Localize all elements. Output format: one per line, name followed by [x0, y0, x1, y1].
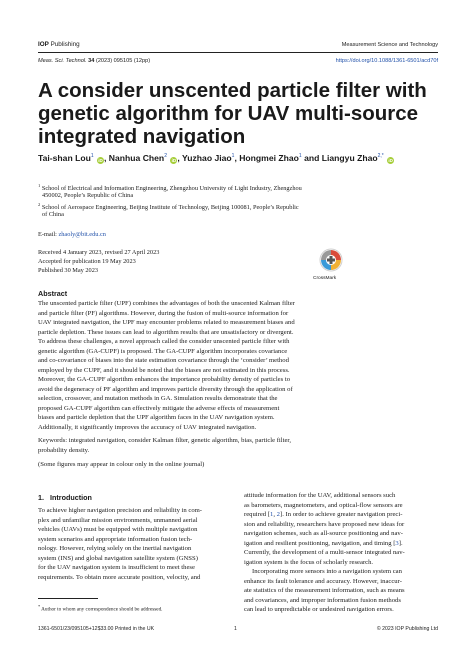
orcid-icon[interactable]: iD	[388, 158, 393, 163]
header-rule	[38, 52, 438, 53]
author-list: Tai-shan Lou$^1$ iD, Nanhua Chen$^2$ iD, Yuzhao Jiao$^1$, Hongmei Zhao$^1$ and Liangyu Zhao$^{2,*}$ iD	[38, 153, 393, 163]
abstract-body: The unscented particle filter (UPF) combines the advantages of both the unscented Kalman filter and particle filter (PF) algorithms. However, during the fusion of multi-source information for UAV integrated navigation, the UPF may encounter problems related to measurement biases and particle depletion. These issues can lead to algorithm results that are unsatisfactory or divergent. To address these challenges, a novel approach called the consider unscented particle filter with genetic algorithm (GA-CUPF) is proposed. The GA-CUPF algorithm incorporates covariance and co-covariance of biases into the state estimation covariance through the ‘consider’ method employed by the CUPF, and it should be noted that the biases are not estimated in this process. Moreover, the GA-CUPF algorithm enhances the importance probability density of particles to avoid the degeneracy of PF algorithm and improves particle diversity through the application of selection, crossover, and mutation methods in GA. Simulation results demonstrate that the proposed GA-CUPF algorithm can effectively mitigate the adverse effects of measurement biases and particle depletion that the UPF algorithm faces in the UAV navigation system. Additionally, it significantly improves the accuracy of UAV integrated navigation.	[38, 300, 295, 431]
crossmark-icon[interactable]	[318, 248, 344, 278]
footer-copyright: © 2023 IOP Publishing Ltd	[376, 626, 438, 632]
journal-name: Measurement Science and Technology	[341, 42, 438, 48]
keywords: Keywords: integrated navigation, consider Kalman filter, genetic algorithm, bias, particle filter, probability density.	[38, 437, 292, 454]
affiliation-1-cont: 450002, People’s Republic of China	[42, 192, 134, 199]
author[interactable]: Yuzhao Jiao$^1$	[181, 153, 235, 163]
affiliation-1: $^1$ School of Electrical and Information Engineering, Zhengzhou University of Light Industry, Zhengzhou	[38, 183, 302, 193]
orcid-icon[interactable]: iD	[171, 158, 177, 163]
journal-citation: Meas. Sci. Technol. 34 (2023) 095105 (12pp)	[38, 58, 151, 64]
affiliation-2-cont: of China	[42, 211, 64, 218]
crossmark-label: CrossMark	[313, 276, 337, 281]
affiliation-2: $^2$ School of Aerospace Engineering, Beijing Institute of Technology, Beijing 100081, People’s Republic	[38, 202, 299, 212]
author[interactable]: Hongmei Zhao$^1$	[239, 153, 302, 163]
citation-link[interactable]: 3	[395, 539, 399, 547]
citation-link[interactable]: 2	[276, 511, 280, 518]
footnote: * Author to whom any correspondence should be addressed.	[38, 604, 163, 613]
author[interactable]: Nanhua Chen$^2$ iD	[108, 153, 177, 163]
doi-link[interactable]: https://doi.org/10.1088/1361-6501/acd70f	[335, 58, 438, 64]
intro-left-column: To achieve higher navigation precision and reliability in com- plex and unfamiliar mission environments, unmanned aerial vehicles (UAVs) must be equipped with multiple navigation system scenarios and appropriate information fusion tech- nology. However, relying solely on the inertial navigation system (INS) and global navigation satellite system (GNSS) for the UAV navigation system is insufficient to meet these requirements. To obtain more accurate position, velocity, and	[38, 507, 203, 581]
footer-issn: 1361-6501/23/095105+12$33.00 Printed in the UK	[38, 626, 155, 632]
email-link[interactable]: zhaoly@bit.edu.cn	[58, 231, 106, 238]
accepted-date: Accepted for publication 19 May 2023	[38, 258, 136, 265]
colour-note: (Some figures may appear in colour only in the online journal)	[38, 461, 205, 468]
paper-title: A consider unscented particle filter with genetic algorithm for UAV multi-source integrated navigation	[38, 79, 427, 148]
section-heading: 1. Introduction	[38, 493, 92, 502]
intro-right-column: attitude information for the UAV, additional sensors such as barometers, magnetometers, and optical-flow sensors are required [1, 2]. In order to achieve greater navigation preci- sion and reliability, researchers have proposed new ideas for navigation schemes, such as all-source positioning and nav- igation and resilient positioning, navigation, and timing [3]. Currently, the development of a multi-sensor integrated nav- igation system is the focus of scholarly research. Incorporating more sensors into a navigation system can enhance its fault tolerance and accuracy. However, inaccur- ate statistics of the measurement information, such as means and covariances, and improper information fusion methods can lead to unpredictable or undesired navigation errors.	[244, 492, 405, 613]
abstract-heading: Abstract	[38, 289, 68, 298]
author[interactable]: Liangyu Zhao$^{2,*}$ iD	[321, 153, 393, 163]
footnote-rule	[38, 598, 98, 599]
page-number: 1	[234, 626, 237, 632]
email: E-mail: zhaoly@bit.edu.cn	[38, 231, 106, 238]
author[interactable]: Tai-shan Lou$^1$ iD	[38, 153, 103, 163]
publisher-brand: IOP Publishing	[38, 41, 80, 48]
citation-link[interactable]: 1	[270, 511, 274, 518]
orcid-icon[interactable]: iD	[98, 158, 103, 163]
published-date: Published 30 May 2023	[38, 267, 98, 274]
received-date: Received 4 January 2023, revised 27 April 2023	[38, 249, 160, 256]
